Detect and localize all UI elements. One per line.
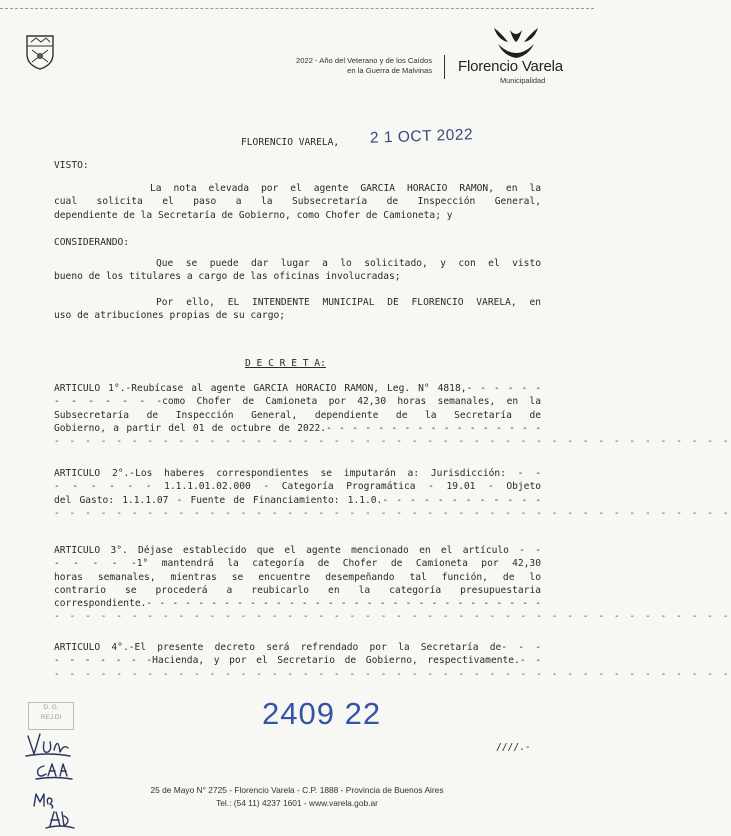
- considerando-para-1: [54, 257, 541, 284]
- escudo-icon: [24, 34, 56, 70]
- article-4-line-2: - - - - - - -Hacienda, y por el Secretario de Gobierno, respectivamente.- -: [54, 655, 541, 667]
- footer-contact: Tel.: (54 11) 4237 1601 - www.varela.gob.ar: [216, 798, 378, 808]
- decreta-heading: D E C R E T A:: [245, 358, 326, 369]
- header-tagline: [222, 56, 432, 76]
- handwritten-initials-2: [34, 760, 74, 782]
- article-1-line-3: Subsecretaría de Inspección General, dependiente de la Secretaría de: [54, 409, 541, 421]
- header-tagline-line1: 2022 - Año del Veterano y de los Caídos: [296, 56, 432, 65]
- visto-line-2: cual solicita el paso a la Subsecretaría de Inspección General,: [54, 196, 541, 208]
- considerando-para-2: [54, 296, 541, 323]
- header-tagline-line2: en la Guerra de Malvinas: [347, 66, 432, 75]
- visto-line-3: dependiente de la Secretaría de Gobierno, como Chofer de Camioneta; y: [54, 209, 453, 221]
- considerando-p2-line-1: Por ello, EL INTENDENTE MUNICIPAL DE FLORENCIO VARELA, en: [156, 297, 541, 308]
- article-1-line-1: ARTICULO 1°.-Reubícase al agente GARCIA HORACIO RAMON, Leg. N° 4818,- - - - - -: [54, 383, 541, 394]
- article-1-line-2: - - - - - - -como Chofer de Camioneta por 42,30 horas semanales, en la: [54, 396, 541, 408]
- article-3-line-5: correspondiente.- - - - - - - - - - - - - - - - - - - - - - - - - - - - - - -: [54, 598, 541, 610]
- article-2-line-1: ARTICULO 2°.-Los haberes correspondientes se imputarán a: Jurisdicción: - -: [54, 468, 541, 479]
- closing-marks: ////.-: [496, 742, 531, 753]
- article-1-fill-line: - - - - - - - - - - - - - - - - - - - - - - - - - - - - - - - - - - - - - - - - - - - -: [54, 436, 731, 448]
- considerando-p2-line-2: uso de atribuciones propias de su cargo;: [54, 310, 286, 322]
- article-4: [54, 641, 731, 681]
- date-place: FLORENCIO VARELA,: [241, 137, 340, 148]
- article-3-line-1: ARTICULO 3°. Déjase establecido que el agente mencionado en el artículo - -: [54, 545, 541, 556]
- article-3: [54, 544, 731, 624]
- article-3-fill-line: - - - - - - - - - - - - - - - - - - - - - - - - - - - - - - - - - - - - - - - - - - - -: [54, 611, 731, 623]
- article-2: [54, 467, 731, 520]
- brand-subtitle: Municipalidad: [500, 76, 546, 85]
- date-stamp: 2 1 OCT 2022: [369, 126, 474, 147]
- handwritten-initials-3: [30, 790, 80, 832]
- brand-name: Florencio Varela: [458, 58, 563, 75]
- handwritten-initials-1: [24, 730, 74, 760]
- considerando-p1-line-1: Que se puede dar lugar a lo solicitado, y con el visto: [156, 258, 541, 269]
- article-1-line-4: Gobierno, a partir del 01 de octubre de 2022.- - - - - - - - - - - - - - - - -: [54, 422, 541, 434]
- article-3-line-3: horas semanales, mientras se encuentre desempeñando tal función, de lo: [54, 571, 541, 583]
- municipal-logo-icon: [488, 26, 544, 60]
- visto-line-1: La nota elevada por el agente GARCIA HORACIO RAMON, en la: [150, 183, 541, 194]
- header-divider: [444, 55, 445, 79]
- visto-heading: VISTO:: [54, 160, 89, 171]
- article-4-fill-line: - - - - - - - - - - - - - - - - - - - - - - - - - - - - - - - - - - - - - - - - - - - -: [54, 668, 731, 680]
- considerando-heading: CONSIDERANDO:: [54, 237, 130, 248]
- article-3-line-2: - - - - -1° mantendrá la categoría de Chofer de Camioneta por 42,30: [54, 558, 541, 570]
- registry-stamp-line1: D. G.: [43, 704, 59, 711]
- article-2-fill-line: - - - - - - - - - - - - - - - - - - - - - - - - - - - - - - - - - - - - - - - - - - - -: [54, 507, 731, 519]
- article-2-line-2: - - - - - - 1.1.1.01.02.000 - Categoría Programática - 19.01 - Objeto: [54, 481, 541, 493]
- visto-body: [54, 182, 541, 222]
- decree-number: 2409 22: [262, 696, 382, 731]
- article-4-line-1: ARTICULO 4°.-El presente decreto será refrendado por la Secretaría de- - -: [54, 642, 541, 653]
- footer-address: 25 de Mayo N° 2725 - Florencio Varela - C.P. 1888 - Provincia de Buenos Aires: [150, 785, 444, 795]
- article-2-line-3: del Gasto: 1.1.1.07 - Fuente de Financiamiento: 1.1.0.- - - - - - - - - - - -: [54, 494, 541, 506]
- registry-stamp: [28, 702, 74, 730]
- registry-stamp-line2: REJ.DI: [40, 714, 62, 721]
- considerando-p1-line-2: bueno de los titulares a cargo de las oficinas involucradas;: [54, 271, 401, 283]
- top-dashed-edge: [0, 8, 594, 9]
- article-3-line-4: contrario se procederá a reubicarlo en la categoría presupuestaria: [54, 584, 541, 596]
- article-1: [54, 382, 731, 448]
